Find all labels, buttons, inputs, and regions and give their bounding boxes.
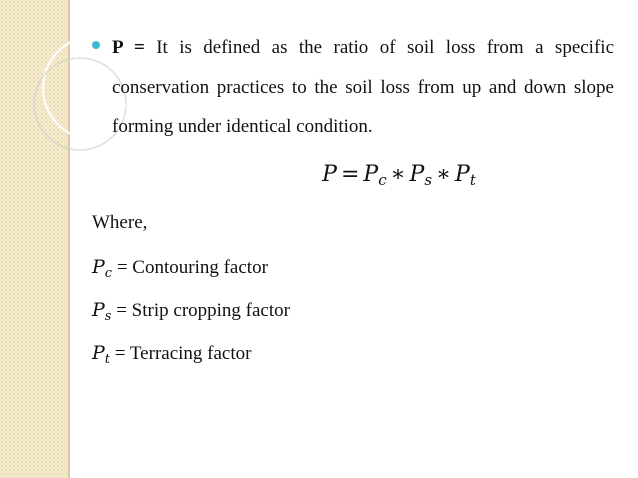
- definition-item-strip-cropping: [92, 299, 290, 324]
- formula-term-2: $P_s$: [409, 162, 433, 189]
- formula-lhs: P: [322, 162, 337, 187]
- definition-item-contouring: [92, 256, 268, 281]
- formula-term-1: $P_c$: [363, 162, 387, 189]
- definition-item-text: = Contouring factor: [116, 257, 268, 278]
- where-label: Where,: [92, 212, 148, 233]
- bullet-icon: [92, 41, 100, 49]
- bullet-definition: [92, 28, 614, 147]
- definition-item-terracing: [92, 342, 251, 367]
- definition-symbol: $P_t$: [92, 342, 111, 367]
- formula-times-2: ∗: [436, 162, 452, 187]
- definition-symbol: $P_c$: [92, 256, 113, 281]
- term-label: P =: [112, 37, 145, 58]
- formula-term-3: $P_t$: [455, 162, 476, 189]
- formula-times-1: ∗: [390, 162, 406, 187]
- definition-paragraph: [112, 28, 614, 147]
- definition-item-text: = Strip cropping factor: [116, 300, 290, 321]
- definition-item-text: = Terracing factor: [114, 343, 252, 364]
- definition-text: It is defined as the ratio of soil loss from a specific conservation practices to the soil loss from up and down slope forming under identical condition.: [112, 37, 615, 137]
- formula-equals: =: [340, 162, 360, 187]
- definition-symbol: $P_s$: [92, 299, 112, 324]
- formula: [0, 162, 638, 189]
